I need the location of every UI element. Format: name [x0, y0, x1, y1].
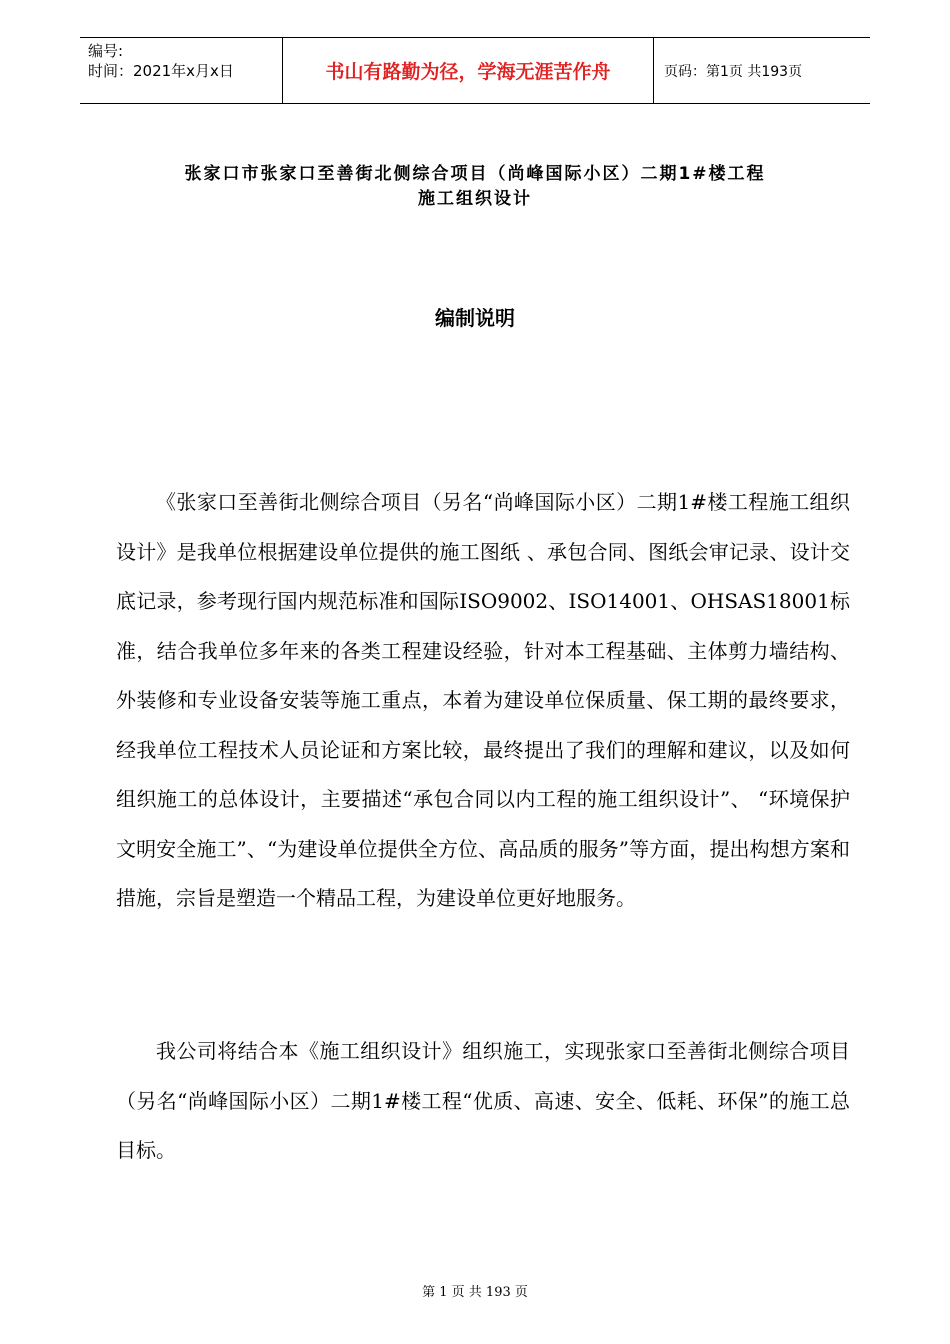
section-heading: 编制说明 [435, 306, 515, 330]
document-title-line1: 张家口市张家口至善街北侧综合项目（尚峰国际小区）二期1#楼工程 [184, 164, 766, 184]
header-page-info: 页码：第1页 共193页 [664, 63, 803, 80]
page-footer: 第 1 页 共 193 页 [422, 1285, 528, 1300]
header-motto: 书山有路勤为径，学海无涯苦作舟 [282, 38, 654, 103]
page-header [80, 37, 870, 104]
document-title-line2: 施工组织设计 [418, 189, 532, 209]
number-label: 编号: [88, 42, 124, 60]
body-paragraph-1: 《张家口至善街北侧综合项目（另名“尚峰国际小区）二期1#楼工程施工组织设计》是我单位根据建设单位提供的施工图纸 、承包合同、图纸会审记录、设计交底记录，参考现行国内规范标准和国际ISO9002、ISO14001、OHSAS18001标准，结合我单位多年来的各类工程建设经验，针对本工程基础、主体剪力墙结构、外装修和专业设备安装等施工重点，本着为建设单位保质量、保工期的最终要求，经我单位工程技术人员论证和方案比较，最终提出了我们的理解和建议，以及如何组织施工的总体设计，主要描述“承包合同以内工程的施工组织设计”、 “环境保护文明安全施工”、“为建设单位提供全方位、高品质的服务”等方面，提出构想方案和措施，宗旨是塑造一个精品工程，为建设单位更好地服务。 [116, 490, 850, 910]
time-label: 时间：2021年x月x日 [88, 62, 234, 80]
header-meta [80, 38, 282, 103]
body-paragraph-2: 我公司将结合本《施工组织设计》组织施工，实现张家口至善街北侧综合项目（另名“尚峰国际小区）二期1#楼工程“优质、高速、安全、低耗、环保”的施工总目标。 [116, 1039, 850, 1162]
